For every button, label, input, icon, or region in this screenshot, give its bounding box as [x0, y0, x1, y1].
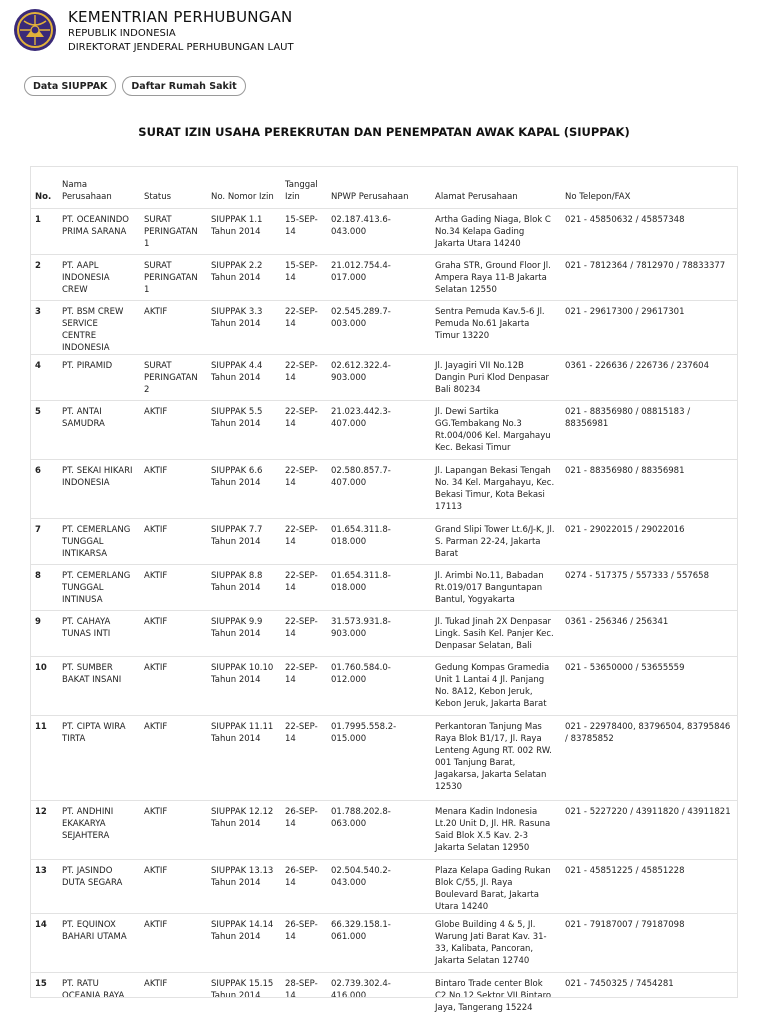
cell-no: 13 — [30, 860, 57, 914]
cell-izin: SIUPPAK 4.4 Tahun 2014 — [206, 355, 280, 401]
cell-no: 9 — [30, 611, 57, 657]
cell-no: 15 — [30, 973, 57, 1021]
cell-tanggal: 22-SEP-14 — [280, 611, 326, 657]
cell-alamat: Globe Building 4 & 5, Jl. Warung Jati Barat Kav. 31-33, Kalibata, Pancoran, Jakarta Selatan 12740 — [430, 914, 560, 973]
cell-nama: PT. OCEANINDO PRIMA SARANA — [57, 209, 139, 255]
cell-nama: PT. ANTAI SAMUDRA — [57, 401, 139, 460]
table-row — [30, 255, 738, 301]
tab-data-siuppak[interactable]: Data SIUPPAK — [24, 76, 116, 96]
cell-status: AKTIF — [139, 914, 206, 973]
cell-status: AKTIF — [139, 973, 206, 1021]
cell-tanggal: 22-SEP-14 — [280, 565, 326, 611]
cell-npwp: 21.023.442.3-407.000 — [326, 401, 430, 460]
cell-telepon: 021 - 88356980 / 88356981 — [560, 460, 738, 519]
table-row — [30, 860, 738, 914]
cell-status: AKTIF — [139, 519, 206, 565]
cell-no: 12 — [30, 801, 57, 860]
column-header-telepon: No Telepon/FAX — [560, 167, 738, 209]
table-row — [30, 565, 738, 611]
cell-telepon: 0361 - 256346 / 256341 — [560, 611, 738, 657]
cell-npwp: 01.788.202.8-063.000 — [326, 801, 430, 860]
table-row — [30, 401, 738, 460]
column-header-tanggal: Tanggal Izin — [280, 167, 326, 209]
cell-izin: SIUPPAK 7.7 Tahun 2014 — [206, 519, 280, 565]
cell-alamat: Gedung Kompas Gramedia Unit 1 Lantai 4 Jl. Panjang No. 8A12, Kebon Jeruk, Kebon Jeruk, Jakarta Barat — [430, 657, 560, 716]
cell-no: 7 — [30, 519, 57, 565]
cell-status: AKTIF — [139, 801, 206, 860]
cell-no: 4 — [30, 355, 57, 401]
cell-nama: PT. PIRAMID — [57, 355, 139, 401]
cell-tanggal: 26-SEP-14 — [280, 914, 326, 973]
cell-alamat: Jl. Lapangan Bekasi Tengah No. 34 Kel. Margahayu, Kec. Bekasi Timur, Kota Bekasi 17113 — [430, 460, 560, 519]
cell-izin: SIUPPAK 15.15 Tahun 2014 — [206, 973, 280, 1021]
cell-alamat: Grand Slipi Tower Lt.6/J-K, Jl. S. Parman 22-24, Jakarta Barat — [430, 519, 560, 565]
cell-nama: PT. CEMERLANG TUNGGAL INTIKARSA — [57, 519, 139, 565]
column-header-nama: Nama Perusahaan — [57, 167, 139, 209]
cell-status: AKTIF — [139, 611, 206, 657]
cell-alamat: Perkantoran Tanjung Mas Raya Blok B1/17, Jl. Raya Lenteng Agung RT. 002 RW. 001 Tanjung Barat, Jagakarsa, Jakarta Selatan 12530 — [430, 716, 560, 801]
cell-tanggal: 22-SEP-14 — [280, 301, 326, 355]
cell-no: 3 — [30, 301, 57, 355]
cell-no: 6 — [30, 460, 57, 519]
cell-telepon: 021 - 45851225 / 45851228 — [560, 860, 738, 914]
cell-tanggal: 22-SEP-14 — [280, 460, 326, 519]
cell-izin: SIUPPAK 8.8 Tahun 2014 — [206, 565, 280, 611]
cell-izin: SIUPPAK 13.13 Tahun 2014 — [206, 860, 280, 914]
table-row — [30, 209, 738, 255]
cell-npwp: 02.187.413.6-043.000 — [326, 209, 430, 255]
cell-telepon: 021 - 5227220 / 43911820 / 43911821 — [560, 801, 738, 860]
table-row — [30, 301, 738, 355]
table-row — [30, 519, 738, 565]
page-title: SURAT IZIN USAHA PEREKRUTAN DAN PENEMPATAN AWAK KAPAL (SIUPPAK) — [138, 125, 630, 139]
cell-no: 14 — [30, 914, 57, 973]
cell-nama: PT. RATU OCEANIA RAYA — [57, 973, 139, 1021]
cell-nama: PT. CIPTA WIRA TIRTA — [57, 716, 139, 801]
cell-status: AKTIF — [139, 565, 206, 611]
cell-status: AKTIF — [139, 860, 206, 914]
cell-no: 10 — [30, 657, 57, 716]
cell-izin: SIUPPAK 2.2 Tahun 2014 — [206, 255, 280, 301]
cell-no: 2 — [30, 255, 57, 301]
cell-izin: SIUPPAK 9.9 Tahun 2014 — [206, 611, 280, 657]
cell-nama: PT. ANDHINI EKAKARYA SEJAHTERA — [57, 801, 139, 860]
cell-telepon: 021 - 7450325 / 7454281 — [560, 973, 738, 1021]
cell-alamat: Graha STR, Ground Floor Jl. Ampera Raya 11-B Jakarta Selatan 12550 — [430, 255, 560, 301]
cell-nama: PT. JASINDO DUTA SEGARA — [57, 860, 139, 914]
cell-nama: PT. CEMERLANG TUNGGAL INTINUSA — [57, 565, 139, 611]
cell-alamat: Jl. Arimbi No.11, Babadan Rt.019/017 Banguntapan Bantul, Yogyakarta — [430, 565, 560, 611]
cell-npwp: 02.739.302.4-416.000 — [326, 973, 430, 1021]
cell-alamat: Jl. Dewi Sartika GG.Tembakang No.3 Rt.004/006 Kel. Margahayu Kec. Bekasi Timur — [430, 401, 560, 460]
cell-izin: SIUPPAK 14.14 Tahun 2014 — [206, 914, 280, 973]
table-row — [30, 801, 738, 860]
table-row — [30, 716, 738, 801]
cell-telepon: 021 - 29617300 / 29617301 — [560, 301, 738, 355]
cell-izin: SIUPPAK 3.3 Tahun 2014 — [206, 301, 280, 355]
cell-no: 8 — [30, 565, 57, 611]
cell-npwp: 66.329.158.1-061.000 — [326, 914, 430, 973]
cell-izin: SIUPPAK 1.1 Tahun 2014 — [206, 209, 280, 255]
page-header — [0, 0, 768, 68]
cell-status: AKTIF — [139, 301, 206, 355]
tab-daftar-rumah-sakit[interactable]: Daftar Rumah Sakit — [122, 76, 245, 96]
cell-tanggal: 22-SEP-14 — [280, 519, 326, 565]
cell-tanggal: 26-SEP-14 — [280, 860, 326, 914]
cell-no: 11 — [30, 716, 57, 801]
table-row — [30, 657, 738, 716]
table-row — [30, 973, 738, 1021]
cell-alamat: Jl. Jayagiri VII No.12B Dangin Puri Klod Denpasar Bali 80234 — [430, 355, 560, 401]
cell-npwp: 21.012.754.4-017.000 — [326, 255, 430, 301]
cell-npwp: 02.545.289.7-003.000 — [326, 301, 430, 355]
cell-status: SURAT PERINGATAN 1 — [139, 255, 206, 301]
cell-nama: PT. CAHAYA TUNAS INTI — [57, 611, 139, 657]
cell-npwp: 02.504.540.2-043.000 — [326, 860, 430, 914]
cell-tanggal: 22-SEP-14 — [280, 355, 326, 401]
cell-status: SURAT PERINGATAN 2 — [139, 355, 206, 401]
cell-nama: PT. SEKAI HIKARI INDONESIA — [57, 460, 139, 519]
table-header-row — [30, 167, 738, 209]
column-header-status: Status — [139, 167, 206, 209]
cell-izin: SIUPPAK 10.10 Tahun 2014 — [206, 657, 280, 716]
cell-npwp: 01.760.584.0-012.000 — [326, 657, 430, 716]
cell-npwp: 01.654.311.8-018.000 — [326, 565, 430, 611]
cell-alamat: Jl. Tukad Jinah 2X Denpasar Lingk. Sasih Kel. Panjer Kec. Denpasar Selatan, Bali — [430, 611, 560, 657]
cell-telepon: 021 - 53650000 / 53655559 — [560, 657, 738, 716]
cell-alamat: Menara Kadin Indonesia Lt.20 Unit D, Jl. HR. Rasuna Said Blok X.5 Kav. 2-3 Jakarta Selatan 12950 — [430, 801, 560, 860]
cell-npwp: 31.573.931.8-903.000 — [326, 611, 430, 657]
cell-nama: PT. SUMBER BAKAT INSANI — [57, 657, 139, 716]
cell-izin: SIUPPAK 12.12 Tahun 2014 — [206, 801, 280, 860]
organization-block — [68, 7, 294, 55]
ministry-emblem-icon — [12, 7, 58, 53]
organization-subtitle-2: DIREKTORAT JENDERAL PERHUBUNGAN LAUT — [68, 42, 294, 53]
cell-alamat: Plaza Kelapa Gading Rukan Blok C/55, Jl. Raya Boulevard Barat, Jakarta Utara 14240 — [430, 860, 560, 914]
cell-nama: PT. EQUINOX BAHARI UTAMA — [57, 914, 139, 973]
table-row — [30, 460, 738, 519]
cell-status: AKTIF — [139, 401, 206, 460]
column-header-alamat: Alamat Perusahaan — [430, 167, 560, 209]
cell-npwp: 01.654.311.8-018.000 — [326, 519, 430, 565]
cell-tanggal: 26-SEP-14 — [280, 801, 326, 860]
cell-telepon: 021 - 29022015 / 29022016 — [560, 519, 738, 565]
cell-no: 1 — [30, 209, 57, 255]
cell-nama: PT. AAPL INDONESIA CREW — [57, 255, 139, 301]
cell-alamat: Artha Gading Niaga, Blok C No.34 Kelapa Gading Jakarta Utara 14240 — [430, 209, 560, 255]
cell-izin: SIUPPAK 5.5 Tahun 2014 — [206, 401, 280, 460]
cell-status: AKTIF — [139, 460, 206, 519]
cell-npwp: 01.7995.558.2-015.000 — [326, 716, 430, 801]
cell-tanggal: 15-SEP-14 — [280, 255, 326, 301]
organization-title: KEMENTRIAN PERHUBUNGAN — [68, 8, 293, 26]
cell-status: AKTIF — [139, 716, 206, 801]
column-header-izin: No. Nomor Izin — [206, 167, 280, 209]
cell-npwp: 02.580.857.7-407.000 — [326, 460, 430, 519]
column-header-no: No. — [30, 167, 57, 209]
cell-telepon: 021 - 88356980 / 08815183 / 88356981 — [560, 401, 738, 460]
cell-telepon: 021 - 79187007 / 79187098 — [560, 914, 738, 973]
cell-telepon: 021 - 45850632 / 45857348 — [560, 209, 738, 255]
cell-tanggal: 22-SEP-14 — [280, 657, 326, 716]
cell-status: SURAT PERINGATAN 1 — [139, 209, 206, 255]
cell-tanggal: 28-SEP-14 — [280, 973, 326, 1021]
table-row — [30, 914, 738, 973]
cell-telepon: 021 - 22978400, 83796504, 83795846 / 83785852 — [560, 716, 738, 801]
cell-alamat: Sentra Pemuda Kav.5-6 Jl. Pemuda No.61 Jakarta Timur 13220 — [430, 301, 560, 355]
cell-telepon: 021 - 7812364 / 7812970 / 78833377 — [560, 255, 738, 301]
cell-status: AKTIF — [139, 657, 206, 716]
cell-tanggal: 22-SEP-14 — [280, 716, 326, 801]
cell-izin: SIUPPAK 6.6 Tahun 2014 — [206, 460, 280, 519]
cell-nama: PT. BSM CREW SERVICE CENTRE INDONESIA — [57, 301, 139, 355]
table-row — [30, 355, 738, 401]
cell-alamat: Bintaro Trade center Blok C2 No.12 Sektor VII Bintaro Jaya, Tangerang 15224 — [430, 973, 560, 1021]
siuppak-table — [30, 166, 738, 1021]
column-header-npwp: NPWP Perusahaan — [326, 167, 430, 209]
cell-izin: SIUPPAK 11.11 Tahun 2014 — [206, 716, 280, 801]
cell-tanggal: 22-SEP-14 — [280, 401, 326, 460]
cell-tanggal: 15-SEP-14 — [280, 209, 326, 255]
cell-telepon: 0361 - 226636 / 226736 / 237604 — [560, 355, 738, 401]
organization-subtitle-1: REPUBLIK INDONESIA — [68, 28, 176, 39]
cell-npwp: 02.612.322.4-903.000 — [326, 355, 430, 401]
cell-telepon: 0274 - 517375 / 557333 / 557658 — [560, 565, 738, 611]
cell-no: 5 — [30, 401, 57, 460]
nav-tabs — [24, 74, 252, 96]
table-row — [30, 611, 738, 657]
